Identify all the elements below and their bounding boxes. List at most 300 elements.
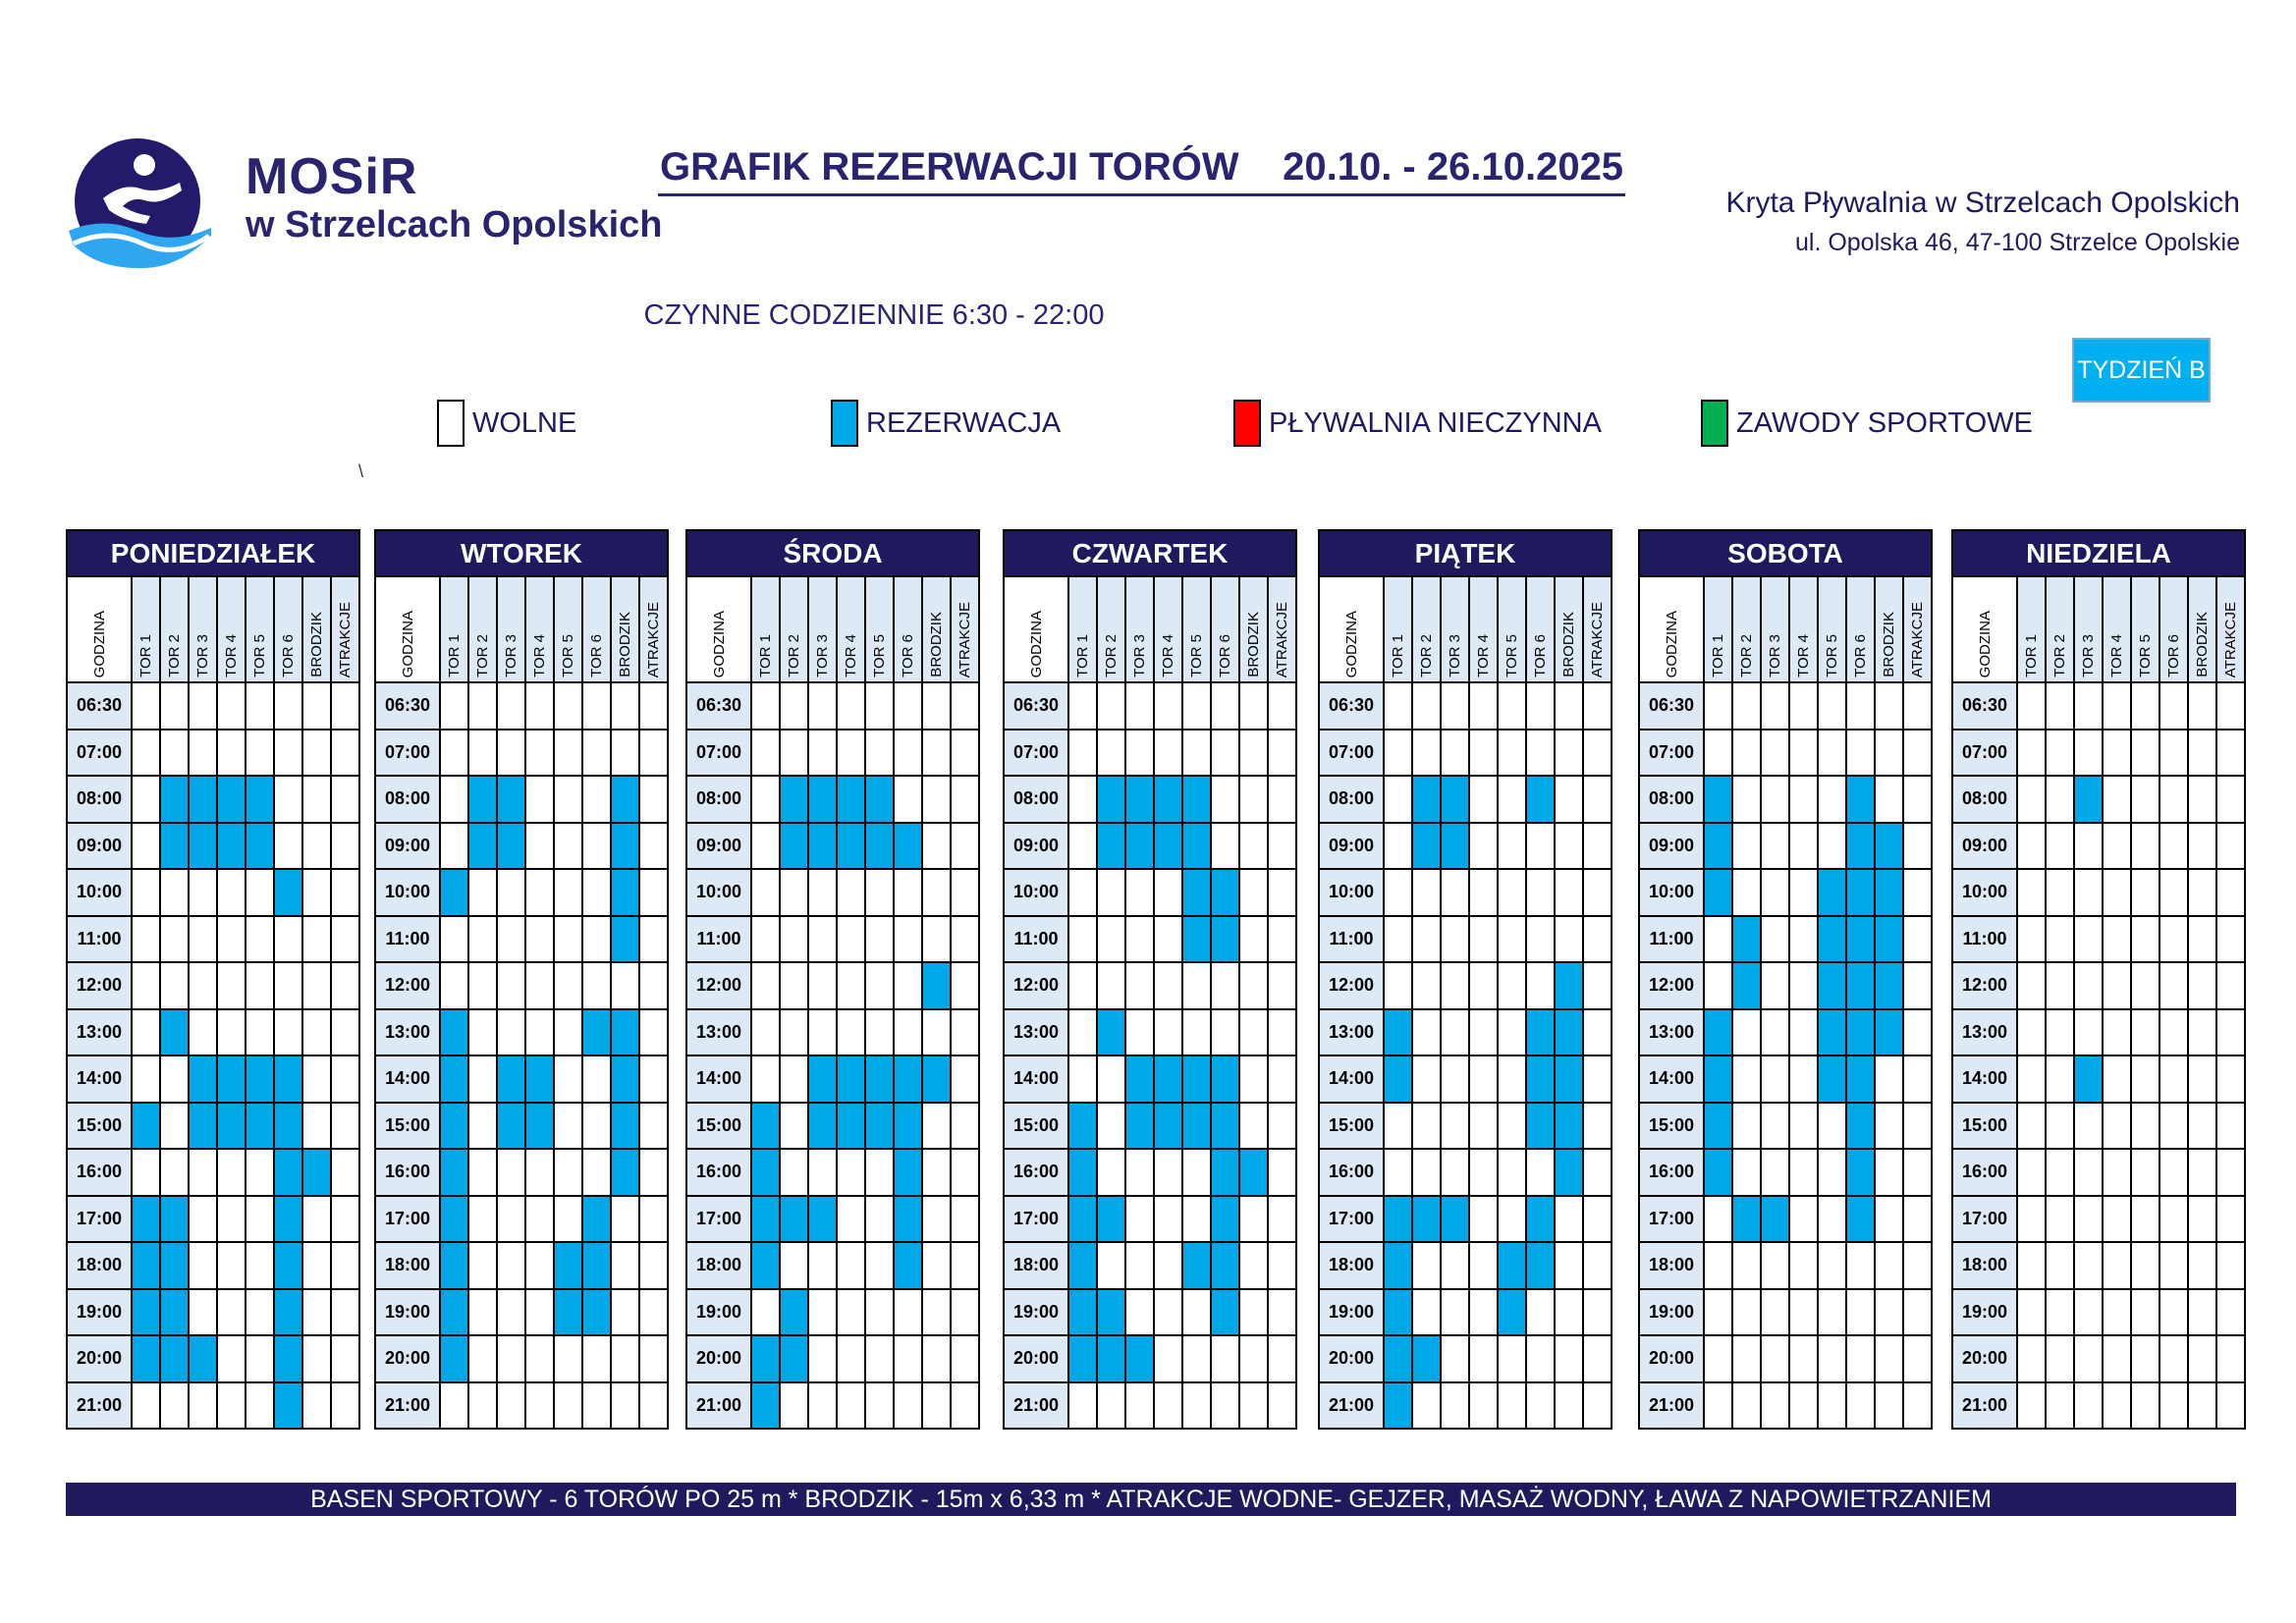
column-header-label: TOR 1 xyxy=(1390,634,1406,677)
slot-free xyxy=(1441,1382,1469,1430)
slot-reserved xyxy=(468,823,497,870)
slot-free xyxy=(1818,776,1846,823)
time-label: 15:00 xyxy=(1319,1103,1384,1150)
column-header xyxy=(1154,576,1182,682)
slot-free xyxy=(2017,1382,2046,1430)
time-row xyxy=(1319,1103,1612,1150)
slot-free xyxy=(865,1335,894,1382)
slot-free xyxy=(1097,916,1125,963)
slot-free xyxy=(2074,1335,2103,1382)
slot-free xyxy=(1097,1103,1125,1150)
slot-free xyxy=(440,776,468,823)
column-header-row xyxy=(1004,576,1296,682)
slot-free xyxy=(1761,962,1789,1009)
slot-free xyxy=(2216,1382,2245,1430)
time-label: 21:00 xyxy=(1639,1382,1704,1430)
time-row xyxy=(67,730,359,777)
slot-free xyxy=(2216,916,2245,963)
slot-free xyxy=(1526,1382,1555,1430)
time-row xyxy=(1952,916,2245,963)
time-label: 21:00 xyxy=(1004,1382,1068,1430)
slot-free xyxy=(217,1009,246,1056)
slot-free xyxy=(1732,1009,1761,1056)
slot-free xyxy=(837,1289,865,1336)
slot-free xyxy=(1469,776,1498,823)
time-row xyxy=(67,1103,359,1150)
slot-reserved xyxy=(1526,1196,1555,1243)
slot-free xyxy=(331,1382,359,1430)
slot-reserved xyxy=(1097,776,1125,823)
time-row xyxy=(1319,1382,1612,1430)
time-row xyxy=(1952,730,2245,777)
slot-free xyxy=(922,682,951,730)
slot-free xyxy=(2131,1242,2159,1289)
slot-free xyxy=(1469,916,1498,963)
slot-reserved xyxy=(1125,1335,1154,1382)
column-header xyxy=(1498,576,1526,682)
slot-free xyxy=(2216,1242,2245,1289)
time-row xyxy=(686,869,979,916)
slot-free xyxy=(189,869,217,916)
time-label: 07:00 xyxy=(686,730,751,777)
slot-free xyxy=(1498,1009,1526,1056)
slot-reserved xyxy=(1441,776,1469,823)
slot-free xyxy=(1469,869,1498,916)
slot-free xyxy=(274,916,302,963)
day-title: PIĄTEK xyxy=(1318,529,1613,575)
slot-reserved xyxy=(1875,962,1903,1009)
slot-free xyxy=(554,1335,582,1382)
slot-reserved xyxy=(274,1055,302,1103)
slot-free xyxy=(2046,730,2074,777)
slot-reserved xyxy=(1704,1149,1732,1196)
slot-reserved xyxy=(780,776,808,823)
column-header xyxy=(497,576,525,682)
slot-reserved xyxy=(1732,1196,1761,1243)
slot-reserved xyxy=(440,1103,468,1150)
column-header-label: TOR 5 xyxy=(1824,634,1840,677)
slot-reserved xyxy=(160,1009,189,1056)
slot-free xyxy=(751,823,780,870)
time-row xyxy=(1952,682,2245,730)
slot-free xyxy=(639,730,668,777)
slot-free xyxy=(751,869,780,916)
time-label: 15:00 xyxy=(1952,1103,2017,1150)
time-row xyxy=(375,682,668,730)
slot-free xyxy=(160,730,189,777)
time-row xyxy=(67,1289,359,1336)
slot-free xyxy=(468,1055,497,1103)
slot-reserved xyxy=(865,823,894,870)
slot-free xyxy=(1239,730,1268,777)
slot-free xyxy=(302,869,331,916)
slot-reserved xyxy=(1068,1335,1097,1382)
slot-free xyxy=(1384,730,1412,777)
slot-free xyxy=(1583,1103,1612,1150)
slot-free xyxy=(922,1289,951,1336)
slot-free xyxy=(2017,682,2046,730)
slot-free xyxy=(1498,1382,1526,1430)
legend-free xyxy=(437,400,576,447)
time-label: 19:00 xyxy=(1639,1289,1704,1336)
slot-reserved xyxy=(751,1382,780,1430)
time-label: 21:00 xyxy=(1319,1382,1384,1430)
slot-free xyxy=(2216,1196,2245,1243)
time-label: 18:00 xyxy=(686,1242,751,1289)
slot-free xyxy=(1239,1196,1268,1243)
slot-free xyxy=(440,962,468,1009)
slot-free xyxy=(1441,730,1469,777)
column-header xyxy=(582,576,611,682)
slot-free xyxy=(1583,730,1612,777)
column-header-label: ATRAKCJE xyxy=(957,601,973,677)
slot-free xyxy=(2074,1382,2103,1430)
slot-reserved xyxy=(837,823,865,870)
slot-free xyxy=(1903,869,1932,916)
slot-free xyxy=(582,916,611,963)
slot-free xyxy=(1097,1149,1125,1196)
slot-free xyxy=(1704,682,1732,730)
slot-free xyxy=(1412,869,1441,916)
slot-reserved xyxy=(922,1055,951,1103)
slot-reserved xyxy=(751,1103,780,1150)
column-header xyxy=(132,576,160,682)
day-schedule xyxy=(1951,529,2246,1430)
time-label: 06:30 xyxy=(1319,682,1384,730)
slot-free xyxy=(554,1103,582,1150)
time-row xyxy=(1004,1149,1296,1196)
opening-hours: CZYNNE CODZIENNIE 6:30 - 22:00 xyxy=(643,299,1105,331)
slot-reserved xyxy=(1154,1103,1182,1150)
slot-free xyxy=(582,962,611,1009)
slot-free xyxy=(808,1242,837,1289)
slot-reserved xyxy=(1526,1103,1555,1150)
slot-free xyxy=(302,1009,331,1056)
slot-reserved xyxy=(1125,823,1154,870)
slot-reserved xyxy=(274,869,302,916)
slot-free xyxy=(189,1289,217,1336)
slot-reserved xyxy=(1412,1196,1441,1243)
slot-free xyxy=(274,776,302,823)
time-row xyxy=(1952,962,2245,1009)
column-header-label: TOR 6 xyxy=(588,634,605,677)
slot-free xyxy=(1903,1009,1932,1056)
time-label: 19:00 xyxy=(375,1289,440,1336)
time-row xyxy=(1639,1149,1932,1196)
slot-free xyxy=(2103,962,2131,1009)
slot-free xyxy=(639,682,668,730)
slot-free xyxy=(2103,1289,2131,1336)
time-row xyxy=(67,823,359,870)
lane-grid xyxy=(1951,575,2246,1430)
time-label: 20:00 xyxy=(1319,1335,1384,1382)
slot-free xyxy=(1097,1055,1125,1103)
slot-free xyxy=(1903,776,1932,823)
slot-free xyxy=(497,1149,525,1196)
slot-free xyxy=(1789,1103,1818,1150)
slot-free xyxy=(1846,1335,1875,1382)
slot-free xyxy=(2188,1103,2216,1150)
slot-free xyxy=(951,776,979,823)
slot-free xyxy=(2216,1009,2245,1056)
slot-reserved xyxy=(302,1149,331,1196)
column-header-label: BRODZIK xyxy=(1245,612,1262,677)
column-header-label: GODZINA xyxy=(1976,610,1994,677)
slot-free xyxy=(2017,962,2046,1009)
slot-free xyxy=(639,1289,668,1336)
slot-free xyxy=(1875,776,1903,823)
column-header xyxy=(302,576,331,682)
slot-free xyxy=(1789,1289,1818,1336)
slot-reserved xyxy=(1068,1149,1097,1196)
time-label: 20:00 xyxy=(686,1335,751,1382)
slot-free xyxy=(837,962,865,1009)
slot-free xyxy=(1239,869,1268,916)
slot-free xyxy=(1875,1382,1903,1430)
time-label: 06:30 xyxy=(1004,682,1068,730)
slot-free xyxy=(2103,916,2131,963)
column-header-label: TOR 2 xyxy=(1738,634,1755,677)
slot-free xyxy=(780,1242,808,1289)
slot-free xyxy=(1182,962,1211,1009)
slot-free xyxy=(1732,682,1761,730)
slot-free xyxy=(217,1242,246,1289)
slot-free xyxy=(922,869,951,916)
slot-free xyxy=(2188,1009,2216,1056)
slot-free xyxy=(837,916,865,963)
column-header xyxy=(1097,576,1125,682)
time-row xyxy=(67,776,359,823)
column-header xyxy=(2103,576,2131,682)
column-header xyxy=(808,576,837,682)
column-header xyxy=(1384,576,1412,682)
slot-free xyxy=(1412,916,1441,963)
time-label: 06:30 xyxy=(67,682,132,730)
slot-reserved xyxy=(1704,1103,1732,1150)
slot-free xyxy=(951,1335,979,1382)
slot-free xyxy=(1441,962,1469,1009)
slot-free xyxy=(132,682,160,730)
slot-free xyxy=(865,962,894,1009)
time-row xyxy=(1639,730,1932,777)
time-label: 11:00 xyxy=(1004,916,1068,963)
slot-free xyxy=(1154,1382,1182,1430)
slot-free xyxy=(2046,1103,2074,1150)
slot-free xyxy=(525,916,554,963)
slot-free xyxy=(1526,916,1555,963)
time-label: 12:00 xyxy=(686,962,751,1009)
slot-reserved xyxy=(1818,1055,1846,1103)
slot-free xyxy=(2046,1196,2074,1243)
slot-free xyxy=(1818,1103,1846,1150)
slot-reserved xyxy=(1846,1149,1875,1196)
time-label: 13:00 xyxy=(686,1009,751,1056)
slot-reserved xyxy=(1818,1009,1846,1056)
time-row xyxy=(67,1382,359,1430)
time-row xyxy=(686,1149,979,1196)
slot-free xyxy=(189,1382,217,1430)
slot-free xyxy=(302,776,331,823)
logo-name: MOSiR xyxy=(246,148,418,205)
time-row xyxy=(686,1242,979,1289)
time-row xyxy=(1639,1009,1932,1056)
time-row xyxy=(1319,1055,1612,1103)
column-header-row xyxy=(1952,576,2245,682)
slot-free xyxy=(951,730,979,777)
slot-free xyxy=(2159,1242,2188,1289)
time-label: 07:00 xyxy=(1639,730,1704,777)
slot-free xyxy=(468,730,497,777)
slot-free xyxy=(1555,682,1583,730)
slot-free xyxy=(1239,1009,1268,1056)
slot-free xyxy=(2046,1335,2074,1382)
column-header xyxy=(1068,576,1097,682)
time-row xyxy=(686,823,979,870)
slot-free xyxy=(468,1009,497,1056)
slot-free xyxy=(1469,962,1498,1009)
slot-free xyxy=(582,730,611,777)
slot-free xyxy=(246,1009,274,1056)
slot-free xyxy=(274,1009,302,1056)
slot-free xyxy=(1211,823,1239,870)
slot-free xyxy=(2046,869,2074,916)
slot-free xyxy=(751,1289,780,1336)
slot-reserved xyxy=(751,1335,780,1382)
slot-free xyxy=(160,962,189,1009)
slot-free xyxy=(1469,1242,1498,1289)
slot-free xyxy=(1761,1289,1789,1336)
slot-free xyxy=(2131,776,2159,823)
slot-free xyxy=(808,1382,837,1430)
slot-free xyxy=(922,916,951,963)
time-label: 11:00 xyxy=(1639,916,1704,963)
slot-free xyxy=(2188,682,2216,730)
slot-free xyxy=(1097,1382,1125,1430)
column-header xyxy=(1639,576,1704,682)
slot-free xyxy=(132,1055,160,1103)
slot-free xyxy=(751,730,780,777)
slot-reserved xyxy=(611,916,639,963)
slot-reserved xyxy=(582,1009,611,1056)
slot-reserved xyxy=(1875,869,1903,916)
slot-free xyxy=(1789,730,1818,777)
time-row xyxy=(1639,869,1932,916)
slot-reserved xyxy=(1384,1055,1412,1103)
slot-free xyxy=(2159,682,2188,730)
time-label: 16:00 xyxy=(67,1149,132,1196)
slot-reserved xyxy=(894,1196,922,1243)
time-row xyxy=(375,962,668,1009)
slot-free xyxy=(1903,1103,1932,1150)
slot-free xyxy=(1239,916,1268,963)
time-row xyxy=(375,1196,668,1243)
time-label: 07:00 xyxy=(1004,730,1068,777)
slot-reserved xyxy=(808,776,837,823)
slot-free xyxy=(331,1335,359,1382)
slot-free xyxy=(1469,1196,1498,1243)
column-header-row xyxy=(686,576,979,682)
slot-free xyxy=(1154,869,1182,916)
column-header-label: BRODZIK xyxy=(1881,612,1897,677)
time-row xyxy=(67,962,359,1009)
day-title: SOBOTA xyxy=(1638,529,1933,575)
slot-reserved xyxy=(274,1149,302,1196)
slot-reserved xyxy=(894,1149,922,1196)
slot-reserved xyxy=(1384,1196,1412,1243)
column-header-label: TOR 6 xyxy=(2165,634,2182,677)
column-header-row xyxy=(1319,576,1612,682)
slot-reserved xyxy=(440,1009,468,1056)
column-header-label: BRODZIK xyxy=(1560,612,1577,677)
slot-reserved xyxy=(217,776,246,823)
slot-free xyxy=(751,916,780,963)
column-header-label: ATRAKCJE xyxy=(1274,601,1290,677)
slot-free xyxy=(1469,1335,1498,1382)
time-row xyxy=(67,869,359,916)
time-row xyxy=(375,1103,668,1150)
slot-free xyxy=(1903,730,1932,777)
slot-free xyxy=(2046,1055,2074,1103)
slot-free xyxy=(2103,1382,2131,1430)
slot-free xyxy=(1789,1242,1818,1289)
slot-free xyxy=(808,1009,837,1056)
slot-free xyxy=(1441,1055,1469,1103)
slot-free xyxy=(1384,776,1412,823)
time-row xyxy=(375,1149,668,1196)
slot-free xyxy=(1125,1242,1154,1289)
time-row xyxy=(375,730,668,777)
slot-reserved xyxy=(922,962,951,1009)
slot-reserved xyxy=(1097,823,1125,870)
column-header-label: TOR 4 xyxy=(843,634,859,677)
slot-free xyxy=(1384,916,1412,963)
slot-free xyxy=(1818,1382,1846,1430)
slot-free xyxy=(2159,1149,2188,1196)
time-label: 16:00 xyxy=(1639,1149,1704,1196)
slot-free xyxy=(2216,869,2245,916)
slot-free xyxy=(1732,1149,1761,1196)
time-label: 12:00 xyxy=(1004,962,1068,1009)
slot-reserved xyxy=(274,1335,302,1382)
slot-free xyxy=(1268,1196,1296,1243)
column-header-label: TOR 4 xyxy=(1795,634,1812,677)
slot-free xyxy=(160,1103,189,1150)
time-label: 17:00 xyxy=(1319,1196,1384,1243)
slot-free xyxy=(2046,1289,2074,1336)
slot-free xyxy=(2159,916,2188,963)
slot-free xyxy=(1154,1009,1182,1056)
slot-reserved xyxy=(1526,1242,1555,1289)
slot-reserved xyxy=(1182,869,1211,916)
slot-free xyxy=(160,916,189,963)
slot-free xyxy=(1526,730,1555,777)
slot-free xyxy=(1498,1335,1526,1382)
slot-free xyxy=(1441,682,1469,730)
slot-free xyxy=(1789,962,1818,1009)
slot-reserved xyxy=(1732,916,1761,963)
column-header-label: TOR 5 xyxy=(1188,634,1205,677)
slot-free xyxy=(865,916,894,963)
slot-free xyxy=(1875,1335,1903,1382)
slot-free xyxy=(331,1103,359,1150)
slot-reserved xyxy=(1097,1289,1125,1336)
time-label: 10:00 xyxy=(1319,869,1384,916)
slot-free xyxy=(922,776,951,823)
slot-free xyxy=(1526,869,1555,916)
slot-free xyxy=(639,869,668,916)
slot-free xyxy=(1268,823,1296,870)
slot-free xyxy=(525,1149,554,1196)
